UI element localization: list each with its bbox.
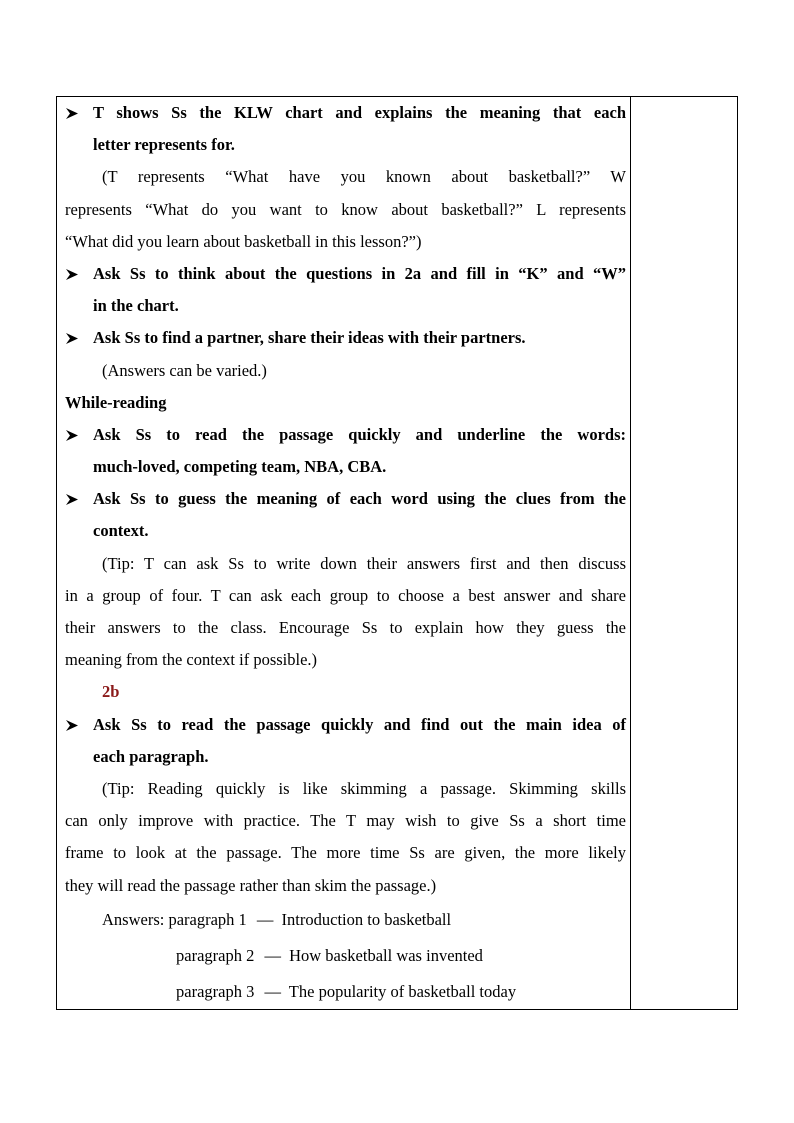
answers-label: Answers: bbox=[102, 909, 165, 929]
tip-line: (Tip: Reading quickly is like skimming a passage. Skimming skills bbox=[102, 778, 626, 798]
paragraph-idea: Introduction to basketball bbox=[281, 909, 452, 929]
note-line: (Answers can be varied.) bbox=[102, 360, 267, 380]
arrow-bullet-icon bbox=[65, 258, 81, 290]
content-cell bbox=[65, 97, 626, 1010]
bullet-item bbox=[65, 97, 626, 129]
bullet-text: Ask Ss to read the passage quickly and find out the main idea of bbox=[93, 714, 626, 734]
paragraph-idea: The popularity of basketball today bbox=[288, 981, 517, 1001]
bullet-item bbox=[65, 709, 626, 741]
section-heading: While-reading bbox=[65, 392, 167, 412]
paragraph-label: paragraph 2 bbox=[176, 945, 255, 965]
dash-separator: — bbox=[256, 909, 274, 929]
bullet-text: T shows Ss the KLW chart and explains the meaning that each bbox=[93, 103, 626, 122]
paragraph-label: paragraph 3 bbox=[176, 981, 255, 1001]
dash-separator: — bbox=[264, 945, 281, 965]
bullet-text: Ask Ss to guess the meaning of each word using the clues from the bbox=[93, 489, 626, 509]
arrow-bullet-icon bbox=[65, 322, 81, 354]
paragraph-idea: How basketball was invented bbox=[289, 945, 483, 965]
bullet-text: Ask Ss to find a partner, share their ideas with their partners. bbox=[93, 328, 526, 348]
answer-row bbox=[65, 938, 626, 974]
bullet-item bbox=[65, 419, 626, 451]
note-line: (T represents “What have you known about basketball?” W bbox=[102, 167, 626, 187]
note-line: “What did you learn about basketball in this lesson?”) bbox=[65, 231, 422, 251]
tip-line: they will read the passage rather than skim the passage.) bbox=[65, 875, 437, 895]
bullet-text-continued: each paragraph. bbox=[93, 746, 209, 766]
bullet-text-continued: context. bbox=[93, 521, 149, 541]
section-heading-2b: 2b bbox=[102, 682, 120, 702]
arrow-bullet-icon bbox=[65, 97, 81, 129]
bullet-text: Ask Ss to think about the questions in 2a and fill in “K” and “W” bbox=[93, 263, 626, 283]
answer-row bbox=[65, 974, 626, 1010]
arrow-bullet-icon bbox=[65, 483, 81, 515]
arrow-bullet-icon bbox=[65, 709, 81, 741]
bullet-item bbox=[65, 322, 626, 354]
tip-line: meaning from the context if possible.) bbox=[65, 650, 318, 670]
arrow-bullet-icon bbox=[65, 419, 81, 451]
bullet-text-continued: letter represents for. bbox=[93, 135, 235, 155]
tip-line: their answers to the class. Encourage Ss to explain how they guess the bbox=[65, 618, 626, 637]
bullet-text: Ask Ss to read the passage quickly and underline the words: bbox=[93, 424, 626, 444]
answer-row bbox=[65, 902, 626, 938]
tip-line: can only improve with practice. The T may wish to give Ss a short time bbox=[65, 811, 626, 831]
dash-separator: — bbox=[264, 981, 281, 1001]
tip-line: (Tip: T can ask Ss to write down their answers first and then discuss bbox=[102, 553, 626, 573]
paragraph-label: paragraph 1 bbox=[168, 909, 247, 929]
bullet-item bbox=[65, 483, 626, 515]
column-divider bbox=[630, 97, 631, 1009]
lesson-table bbox=[56, 96, 738, 1010]
tip-line: in a group of four. T can ask each group to choose a best answer and share bbox=[65, 585, 626, 605]
bullet-text-continued: much-loved, competing team, NBA, CBA. bbox=[93, 457, 387, 477]
bullet-text-continued: in the chart. bbox=[93, 296, 179, 316]
tip-line: frame to look at the passage. The more time Ss are given, the more likely bbox=[65, 843, 626, 863]
bullet-item bbox=[65, 258, 626, 290]
note-line: represents “What do you want to know about basketball?” L represents bbox=[65, 199, 626, 219]
